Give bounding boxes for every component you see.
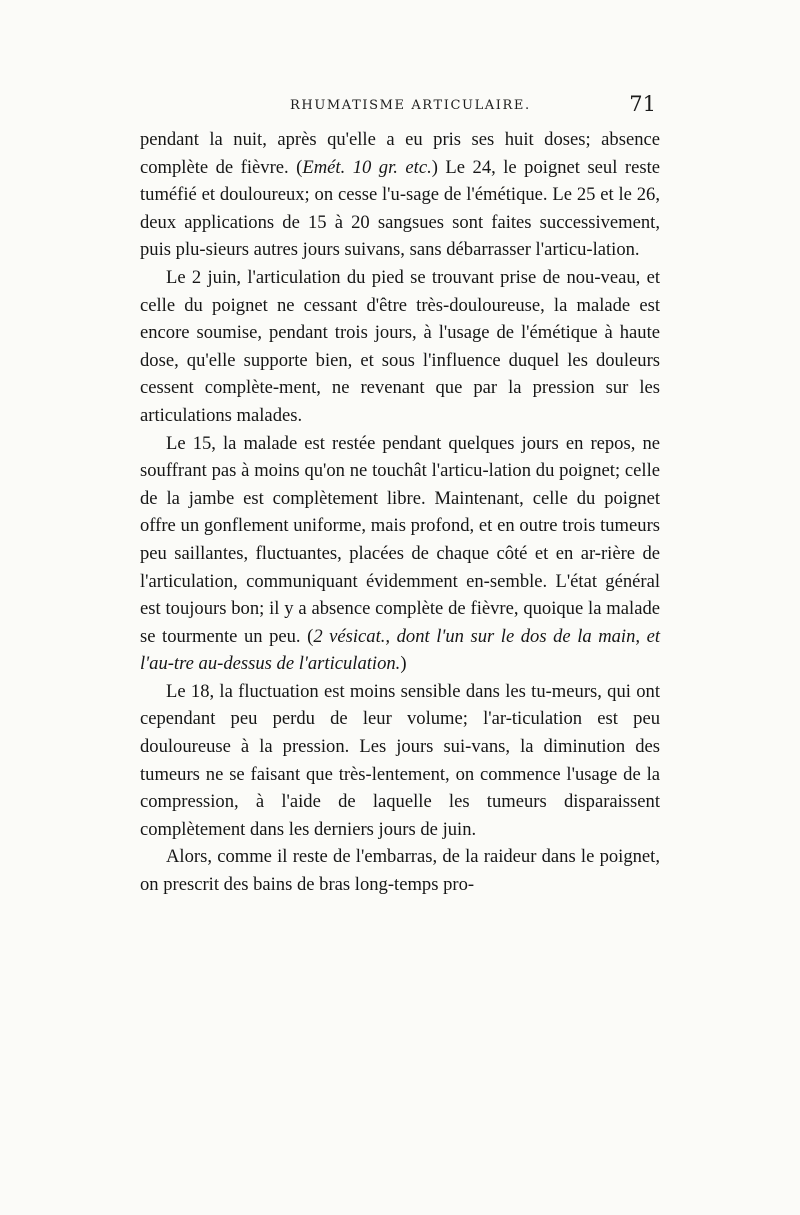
paragraph-3 [140, 430, 660, 678]
paragraph-2: Le 2 juin, l'articulation du pied se trouvant prise de nou-veau, et celle du poignet ne cessant d'être très-douloureuse, la malade est encore soumise, pendant trois jours, à l'usage de l'émétique à haute dose, qu'elle supporte bien, et sous l'influence duquel les douleurs cessent complète-ment, ne revenant que par la pression sur les articulations malades. [140, 266, 660, 426]
paragraph-5: Alors, comme il reste de l'embarras, de la raideur dans le poignet, on prescrit des bains de bras long-temps pro- [140, 846, 660, 896]
paragraph-1-italic: Emét. 10 gr. etc. [302, 156, 432, 178]
paragraph-4: Le 18, la fluctuation est moins sensible dans les tu-meurs, qui ont cependant peu perdu de leur volume; l'ar-ticulation est peu douloureuse à la pression. Les jours sui-vans, la diminution des tumeurs ne se faisant que très-lentement, on commence l'usage de la compression, à l'aide de laquelle les tumeurs disparaissent complètement dans les derniers jours de juin. [140, 680, 660, 840]
paragraph-3-text-a: Le 15, la malade est restée pendant quelques jours en repos, ne souffrant pas à moins qu'on ne touchât l'articu-lation du poignet; celle de la jambe est complètement libre. Maintenant, celle du poignet offre un gonflement uniforme, mais profond, et en outre trois tumeurs peu saillantes, fluctuantes, placées de chaque côté et en ar-rière de l'articulation, communiquant évidemment en-semble. L'état général est toujours bon; il y a absence complète de fièvre, quoique la malade se tourmente un peu. ( [140, 432, 660, 647]
paragraph-1 [140, 126, 660, 264]
paragraph-1-text-a: pendant la nuit, après qu'elle a eu pris ses huit doses; absence complète de fièvre. ( [140, 129, 660, 178]
running-title: RHUMATISME ARTICULAIRE. [290, 98, 531, 113]
paragraph-1-text-b: ) Le 24, le poignet seul reste tuméfié et douloureux; on cesse l'u-sage de l'émétique. Le 25 et le 26, deux applications de 15 à 20 sangsues sont faites successivement, puis plu-sieurs autres jours suivans, sans débarrasser l'articu-lation. [140, 156, 660, 261]
page-header [140, 92, 660, 120]
paragraph-3-italic: 2 vésicat., dont l'un sur le dos de la main, et l'au-tre au-dessus de l'articulation. [140, 625, 660, 675]
body-text [140, 126, 660, 899]
page-number: 71 [629, 92, 656, 116]
paragraph-3-text-b: ) [400, 653, 407, 675]
